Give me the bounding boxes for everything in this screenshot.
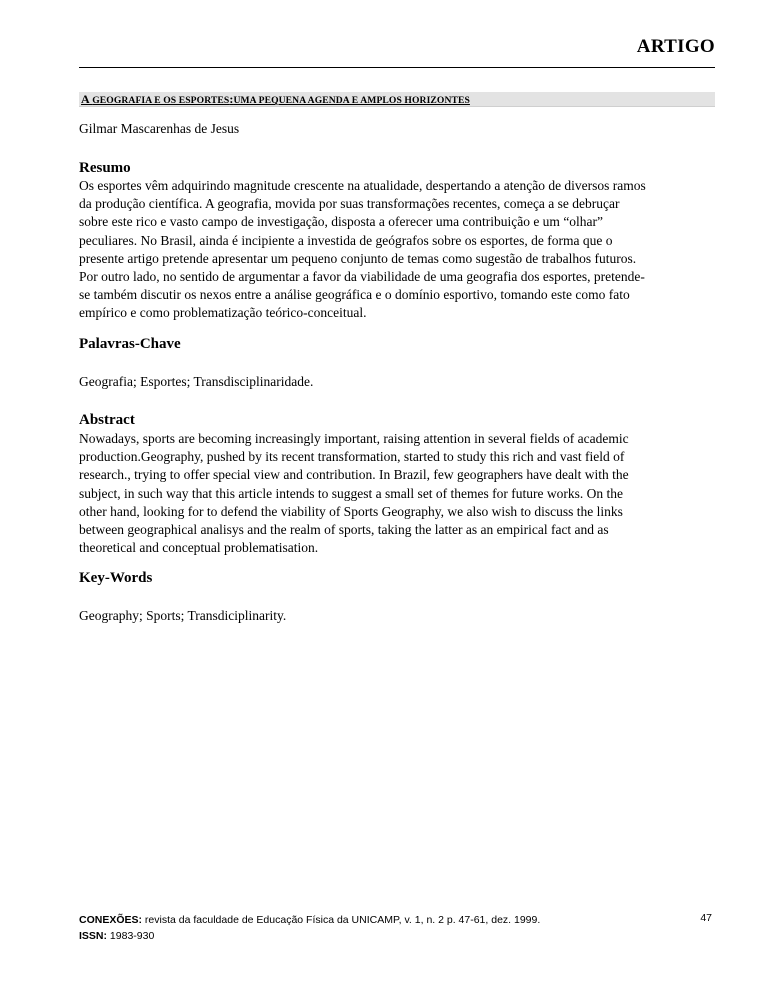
title-part: UMA PEQUENA AGENDA E AMPLOS HORIZONTES: [233, 95, 470, 106]
abstract-line: Nowadays, sports are becoming increasingly important, raising attention in several fields of academic: [79, 431, 629, 446]
title-part: GEOGRAFIA E OS ESPORTES: [92, 95, 230, 106]
resumo-line: presente artigo pretende apresentar um pequeno conjunto de temas como sugestão de trabalhos futuros.: [79, 250, 637, 266]
resumo-line: da produção científica. A geografia, movida por suas transformações recentes, começa a se debruçar: [79, 196, 620, 212]
abstract-heading: Abstract: [79, 412, 135, 428]
abstract-line: subject, in such way that this article intends to suggest a small set of themes for future works. On the: [79, 485, 624, 501]
abstract-line-last: theoretical and conceptual problematisation.: [79, 540, 319, 556]
article-title: [81, 92, 470, 107]
palavras-chave-list: Geografia; Esportes; Transdisciplinaridade.: [79, 374, 314, 389]
resumo-line: peculiares. No Brasil, ainda é incipiente a investida de geógrafos sobre os esportes, de forma que o: [79, 232, 613, 248]
author-name: Gilmar Mascarenhas de Jesus: [79, 121, 240, 136]
title-bar: [79, 92, 715, 107]
abstract-line: production.Geography, pushed by its recent transformation, started to study this rich and vast field of: [79, 449, 625, 465]
resumo-body: [79, 177, 715, 323]
keywords-heading: Key-Words: [79, 570, 153, 586]
resumo-heading: Resumo: [79, 160, 131, 176]
resumo-line: Por outro lado, no sentido de argumentar a favor da viabilidade de uma geografia dos esportes, pretende-: [79, 269, 645, 285]
footer-issn-label: ISSN:: [79, 930, 108, 942]
footer-journal-line: [79, 912, 540, 928]
page-number: 47: [700, 912, 712, 924]
resumo-line: se também discutir os nexos entre a análise geográfica e o domínio esportivo, tomando este como fato: [79, 287, 630, 303]
footer-issn-line: [79, 928, 540, 944]
article-type-label: ARTIGO: [636, 36, 715, 57]
resumo-line: Os esportes vêm adquirindo magnitude crescente na atualidade, despertando a atenção de diversos ramos: [79, 178, 646, 193]
abstract-line: research., trying to offer special view and contribution. In Brazil, few geographers have dealt with the: [79, 467, 629, 483]
abstract-line: between geographical analisys and the realm of sports, taking the latter as an empirical fact and as: [79, 522, 609, 538]
abstract-line: other hand, looking for to defend the viability of Sports Geography, we also wish to discuss the links: [79, 503, 623, 519]
resumo-line: sobre este rico e vasto campo de investigação, disposta a oferecer uma contribuição e um “olhar”: [79, 214, 604, 230]
page-footer: [79, 912, 540, 944]
title-part: :: [229, 92, 234, 106]
palavras-chave-heading: Palavras-Chave: [79, 336, 181, 352]
footer-journal-citation: revista da faculdade de Educação Física da UNICAMP, v. 1, n. 2 p. 47-61, dez. 1999.: [142, 914, 541, 926]
resumo-line-last: empírico e como problematização teórico-conceitual.: [79, 305, 367, 321]
abstract-body: [79, 430, 715, 557]
header-rule: [79, 67, 715, 68]
title-part: A: [81, 92, 93, 106]
footer-issn-value: 1983-930: [107, 930, 155, 942]
keywords-list: Geography; Sports; Transdiciplinarity.: [79, 608, 287, 623]
footer-journal-label: CONEXÕES:: [79, 914, 143, 926]
